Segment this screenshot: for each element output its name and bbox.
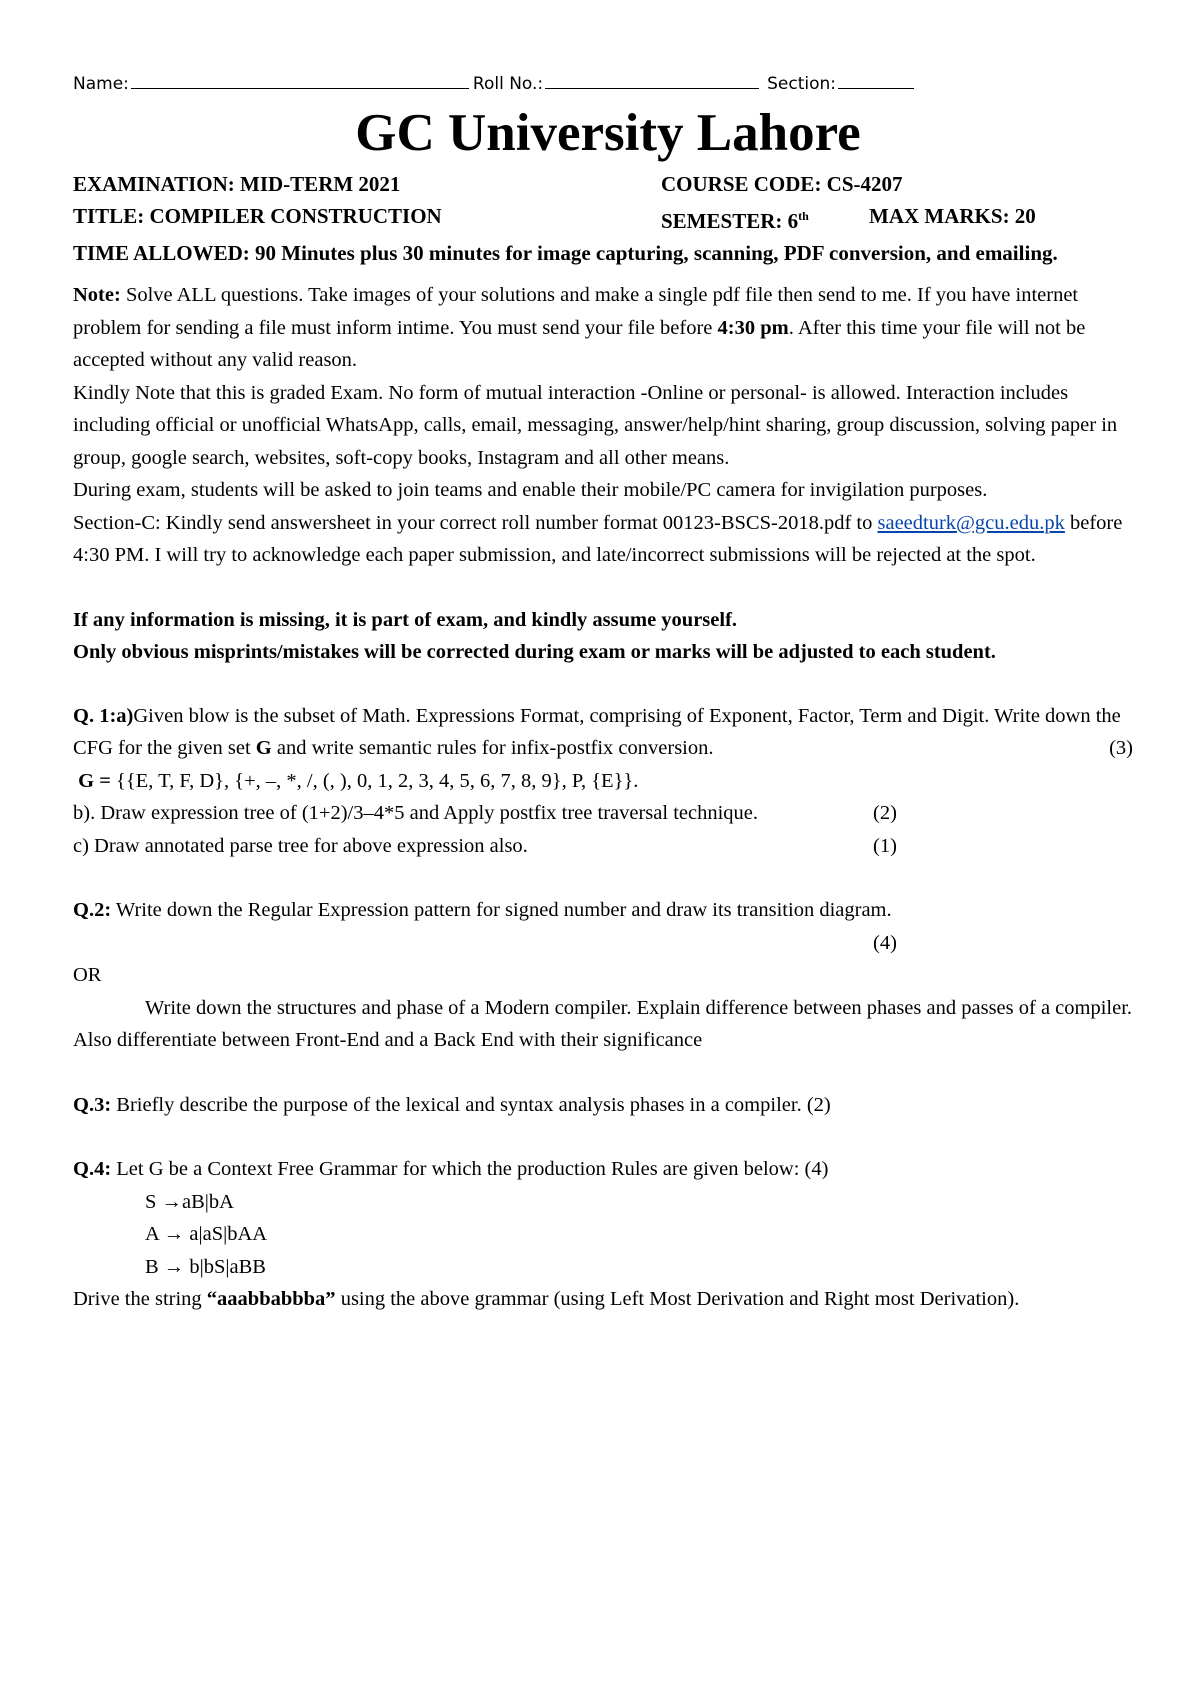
q4-drive: Drive the string “aaabbabbba” using the above grammar (using Left Most Derivation and Right most Derivation). — [73, 1288, 1020, 1310]
meta-row-2 — [73, 200, 1143, 237]
question-2 — [73, 894, 1143, 1057]
course-title: TITLE: COMPILER CONSTRUCTION — [73, 204, 442, 228]
roll-blank[interactable] — [545, 70, 759, 89]
max-marks: MAX MARKS: 20 — [869, 204, 1036, 228]
semester: SEMESTER: 6th — [661, 209, 809, 233]
note-p1: Note: Solve ALL questions. Take images of your solutions and make a single pdf file then send to me. If you have internet problem for sending a file must inform intime. You must send your file before 4:30 pm. After this time your file will not be accepted without any valid reason. — [73, 284, 1086, 371]
student-info-fields — [73, 70, 1143, 96]
mark-q2: (4) — [873, 931, 897, 954]
rule-b: B → b|bS|aBB — [145, 1255, 266, 1278]
q1c: c) Draw annotated parse tree for above expression also. (1) — [73, 830, 1143, 863]
note-p3: During exam, students will be asked to join teams and enable their mobile/PC camera for invigilation purposes. — [73, 479, 988, 501]
name-blank[interactable] — [131, 70, 469, 89]
q2-mark-line — [73, 927, 1143, 960]
meta-row-1 — [73, 168, 1143, 200]
q2-or: OR — [73, 964, 102, 986]
note-p2: Kindly Note that this is graded Exam. No form of mutual interaction -Online or personal- is allowed. Interaction includes including official or unofficial WhatsApp, calls, email, messaging, answer/help/hint sharing, group discussion, solving paper in group, google search, websites, soft-copy books, Instagram and all other means. — [73, 381, 1118, 469]
note-section — [73, 279, 1143, 572]
q4-text: Q.4: Let G be a Context Free Grammar for which the production Rules are given below: (4) — [73, 1158, 829, 1180]
q2-text: Q.2: Write down the Regular Expression pattern for signed number and draw its transition diagram. — [73, 899, 892, 921]
warnings — [73, 604, 1143, 668]
q1b: b). Draw expression tree of (1+2)/3–4*5 and Apply postfix tree traversal technique. (2) — [73, 797, 1143, 830]
email-link[interactable]: saeedturk@gcu.edu.pk — [877, 511, 1065, 534]
mark-q1c: (1) — [873, 834, 897, 857]
warning-2: Only obvious misprints/mistakes will be corrected during exam or marks will be adjusted to each student. — [73, 640, 996, 663]
warning-1: If any information is missing, it is part of exam, and kindly assume yourself. — [73, 608, 738, 631]
section-label: Section: — [767, 74, 837, 94]
rule-a: A → a|aS|bAA — [145, 1223, 268, 1245]
q3-text: Q.3: Briefly describe the purpose of the lexical and syntax analysis phases in a compiler. (2) — [73, 1093, 831, 1116]
course-code: COURSE CODE: CS-4207 — [661, 172, 903, 196]
university-title: GC University Lahore — [355, 104, 861, 162]
rule-s: S →aB|bA — [145, 1190, 234, 1213]
q1a: Q. 1:a)Given blow is the subset of Math. Expressions Format, comprising of Exponent, Factor, Term and Digit. Write down the CFG for the given set G and write semantic rules for infix-postfix conversion. (3) — [73, 700, 1143, 765]
examination: EXAMINATION: MID-TERM 2021 — [73, 172, 401, 196]
question-3 — [73, 1089, 1143, 1122]
question-1 — [73, 700, 1143, 863]
mark-q1b: (2) — [873, 802, 897, 824]
exam-page — [73, 70, 1143, 1316]
name-label: Name: — [73, 74, 129, 94]
section-blank[interactable] — [838, 70, 914, 89]
question-4 — [73, 1153, 1143, 1316]
mark-q1a: (3) — [1109, 737, 1133, 759]
roll-label: Roll No.: — [472, 74, 544, 94]
note-p4: Section-C: Kindly send answersheet in your correct roll number format 00123-BSCS-2018.pdf to saeedturk@gcu.edu.pk before 4:30 PM. I will try to acknowledge each paper submission, and late/incorrect submissions will be rejected at the spot. — [73, 511, 1123, 566]
q1-set: G = {{E, T, F, D}, {+, –, *, /, (, ), 0, 1, 2, 3, 4, 5, 6, 7, 8, 9}, P, {E}}. — [78, 769, 639, 792]
time-allowed: TIME ALLOWED: 90 Minutes plus 30 minutes for image capturing, scanning, PDF conversion, and emailing. — [73, 241, 1058, 265]
q2-alt: Write down the structures and phase of a Modern compiler. Explain difference between phases and passes of a compiler. Also differentiate between Front-End and a Back End with their significance — [73, 996, 1133, 1051]
